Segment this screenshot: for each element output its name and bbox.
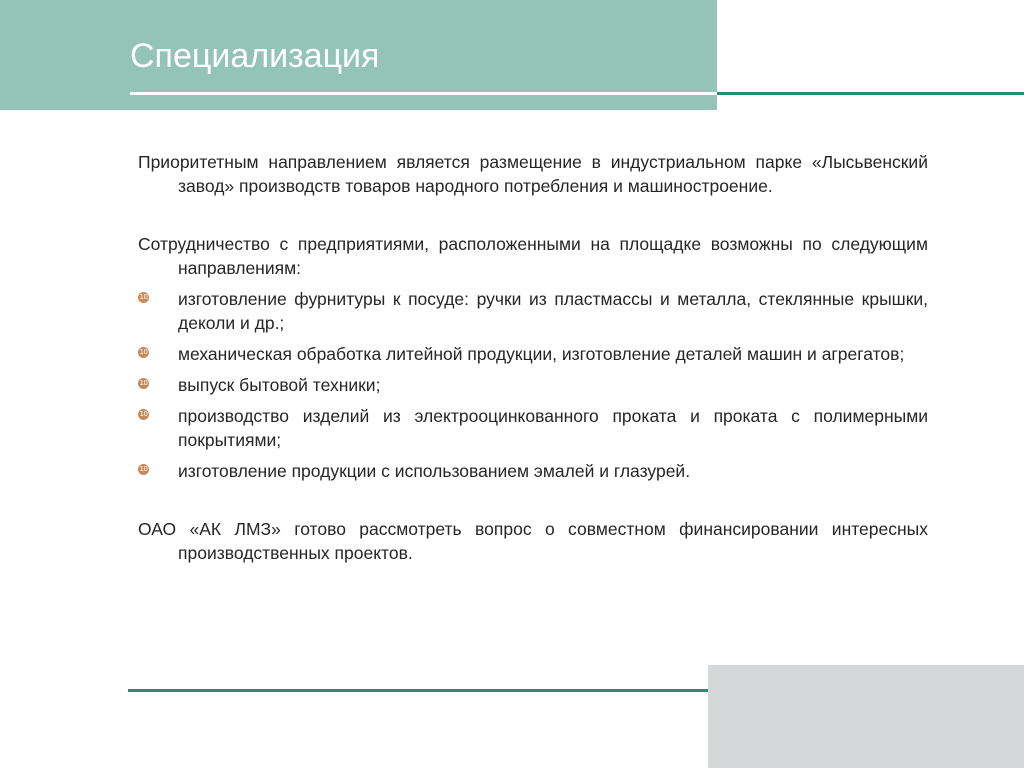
numbered-bullet-icon: 10: [139, 348, 148, 356]
numbered-bullet-icon: 10: [139, 410, 148, 418]
numbered-bullet-icon: 10: [139, 293, 148, 301]
list-item: [138, 342, 928, 366]
paragraph-priority: Приоритетным направлением является размещение в индустриальном парке «Лысьвенский завод» производств товаров народного потребления и машиностроение.: [138, 152, 928, 196]
list-item-text: изготовление фурнитуры к посуде: ручки из пластмассы и металла, стеклянные крышки, деколи и др.;: [178, 289, 928, 333]
list-item: [138, 287, 928, 335]
title-underline: [130, 92, 717, 95]
paragraph-financing: ОАО «АК ЛМЗ» готово рассмотреть вопрос о совместном финансировании интересных производственных проектов.: [138, 519, 928, 563]
header-rule-right: [717, 92, 1024, 95]
list-item-text: выпуск бытовой техники;: [178, 375, 381, 395]
list-item: [138, 459, 928, 483]
list-item-text: механическая обработка литейной продукции, изготовление деталей машин и агрегатов;: [178, 344, 905, 364]
list-item: [138, 373, 928, 397]
numbered-bullet-icon: 10: [139, 379, 148, 387]
numbered-bullet-icon: 10: [139, 465, 148, 473]
slide-body: [138, 150, 928, 565]
footer-block: [708, 665, 1024, 768]
slide-title: Специализация: [130, 37, 380, 75]
paragraph-cooperation: Сотрудничество с предприятиями, расположенными на площадке возможны по следующим направлениям:: [138, 234, 928, 278]
list-item-text: производство изделий из электрооцинкованного проката и проката с полимерными покрытиями;: [178, 406, 928, 450]
footer-rule: [128, 689, 708, 692]
list-item-text: изготовление продукции с использованием эмалей и глазурей.: [178, 461, 691, 481]
list-item: [138, 404, 928, 452]
